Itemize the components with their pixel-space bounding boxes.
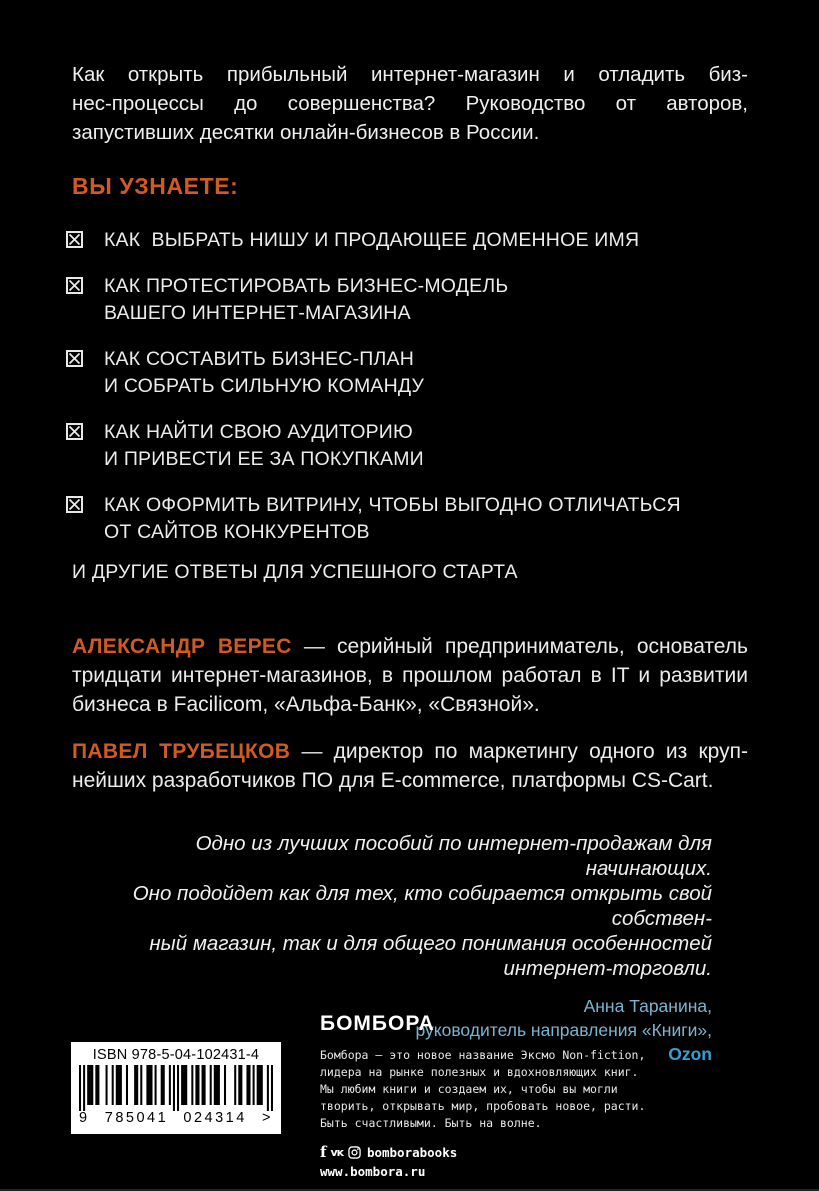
author-line: нейших разработчиков ПО для E-commerce, платформы CS-Cart.	[72, 769, 714, 792]
attribution-role: руководитель направления «Книги»,	[415, 1020, 712, 1040]
list-item	[72, 419, 748, 473]
list-item-line: КАК ВЫБРАТЬ НИШУ И ПРОДАЮЩЕЕ ДОМЕННОЕ ИМЯ	[104, 229, 640, 251]
quote-line: ный магазин, так и для общего понимания особенностей	[149, 932, 712, 955]
intro-paragraph	[72, 60, 748, 147]
list-closing: И ДРУГИЕ ОТВЕТЫ ДЛЯ УСПЕШНОГО СТАРТА	[72, 561, 518, 583]
list-item-line: КАК НАЙТИ СВОЮ АУДИТОРИЮ	[104, 421, 413, 443]
isbn-label: ISBN 978-5-04-102431-4	[92, 1047, 260, 1063]
checkbox-x-icon	[66, 277, 83, 294]
barcode	[71, 1042, 281, 1134]
list-item-line: ОТ САЙТОВ КОНКУРЕНТОВ	[104, 521, 370, 543]
list-item-line: ВАШЕГО ИНТЕРНЕТ-МАГАЗИНА	[104, 302, 411, 324]
author-line	[72, 632, 748, 661]
publisher-line: Быть счастливыми. Быть на волне.	[320, 1116, 542, 1130]
list-item-line: И ПРИВЕСТИ ЕЕ ЗА ПОКУПКАМИ	[104, 448, 424, 470]
bottom-section	[71, 1012, 761, 1179]
list-item	[72, 492, 748, 546]
publisher-logo: БОМБОРА	[320, 1012, 435, 1035]
checkbox-x-icon	[66, 350, 83, 367]
quote-line: Оно подойдет как для тех, кто собирается открыть свой собствен-	[132, 882, 712, 930]
intro-line: нес-процессы до совершенства? Руководство от авторов,	[72, 92, 748, 115]
intro-line: запустивших десятки онлайн-бизнесов в России.	[72, 121, 540, 144]
you-will-learn-heading: ВЫ УЗНАЕТЕ:	[72, 173, 239, 199]
author-name: АЛЕКСАНДР ВЕРЕС	[72, 635, 292, 658]
list-item-line: КАК ОФОРМИТЬ ВИТРИНУ, ЧТОБЫ ВЫГОДНО ОТЛИЧАТЬСЯ	[104, 494, 681, 516]
author-block	[72, 737, 748, 795]
barcode-digit-group: 024314	[183, 1110, 247, 1126]
author-line: бизнеса в Facilicom, «Альфа-Банк», «Связной».	[72, 693, 540, 716]
author-line	[72, 737, 748, 766]
checkbox-x-icon	[66, 423, 83, 440]
list-item-text	[104, 227, 639, 254]
vk-icon: vĸ	[330, 1145, 343, 1159]
publisher-line: Мы любим книги и создаем их, чтобы вы могли	[320, 1082, 618, 1096]
publisher-line: творить, открывать мир, пробовать новое, расти.	[320, 1099, 646, 1113]
facebook-icon: f	[320, 1143, 327, 1161]
list-item-line: И СОБРАТЬ СИЛЬНУЮ КОМАНДУ	[104, 375, 425, 397]
publisher-block	[320, 1012, 761, 1179]
barcode-digit-group: 9	[79, 1110, 90, 1126]
list-item-line: КАК ПРОТЕСТИРОВАТЬ БИЗНЕС-МОДЕЛЬ	[104, 275, 509, 297]
barcode-digits	[79, 1111, 273, 1125]
review-quote	[112, 831, 712, 981]
author-description: — директор по маркетингу одного из круп-	[290, 740, 748, 763]
instagram-icon	[348, 1146, 361, 1159]
intro-line: Как открыть прибыльный интернет-магазин и отладить биз-	[72, 63, 748, 86]
barcode-bars	[79, 1065, 273, 1111]
publisher-line: Бомбора — это новое название Эксмо Non-fiction,	[320, 1048, 646, 1062]
list-item-text	[104, 492, 681, 546]
barcode-digit-group: >	[262, 1110, 273, 1126]
list-item-text	[104, 346, 424, 400]
list-item	[72, 227, 748, 254]
learn-list	[72, 227, 748, 546]
attribution-company: Ozon	[668, 1044, 712, 1064]
list-item	[72, 273, 748, 327]
list-item-line: КАК СОСТАВИТЬ БИЗНЕС-ПЛАН	[104, 348, 414, 370]
checkbox-x-icon	[66, 496, 83, 513]
social-row	[320, 1143, 761, 1161]
list-item-text	[104, 419, 424, 473]
quote-line: интернет-торговли.	[503, 957, 712, 980]
social-handle: bomborabooks	[366, 1144, 458, 1160]
author-name: ПАВЕЛ ТРУБЕЦКОВ	[72, 740, 291, 763]
barcode-digit-group: 785041	[104, 1110, 169, 1126]
attribution-name: Анна Таранина,	[583, 996, 712, 1016]
publisher-description	[320, 1047, 761, 1132]
list-item-text	[104, 273, 508, 327]
publisher-line: лидера на рынке полезных и вдохновляющих книг.	[320, 1065, 639, 1079]
quote-line: Одно из лучших пособий по интернет-продажам для начинающих.	[195, 832, 712, 880]
list-item	[72, 346, 748, 400]
author-block	[72, 632, 748, 719]
checkbox-x-icon	[66, 231, 83, 248]
author-line: тридцати интернет-магазинов, в прошлом работал в IT и развитии	[72, 664, 748, 687]
website-url: www.bombora.ru	[320, 1164, 426, 1179]
author-description: — серийный предприниматель, основатель	[291, 635, 748, 658]
